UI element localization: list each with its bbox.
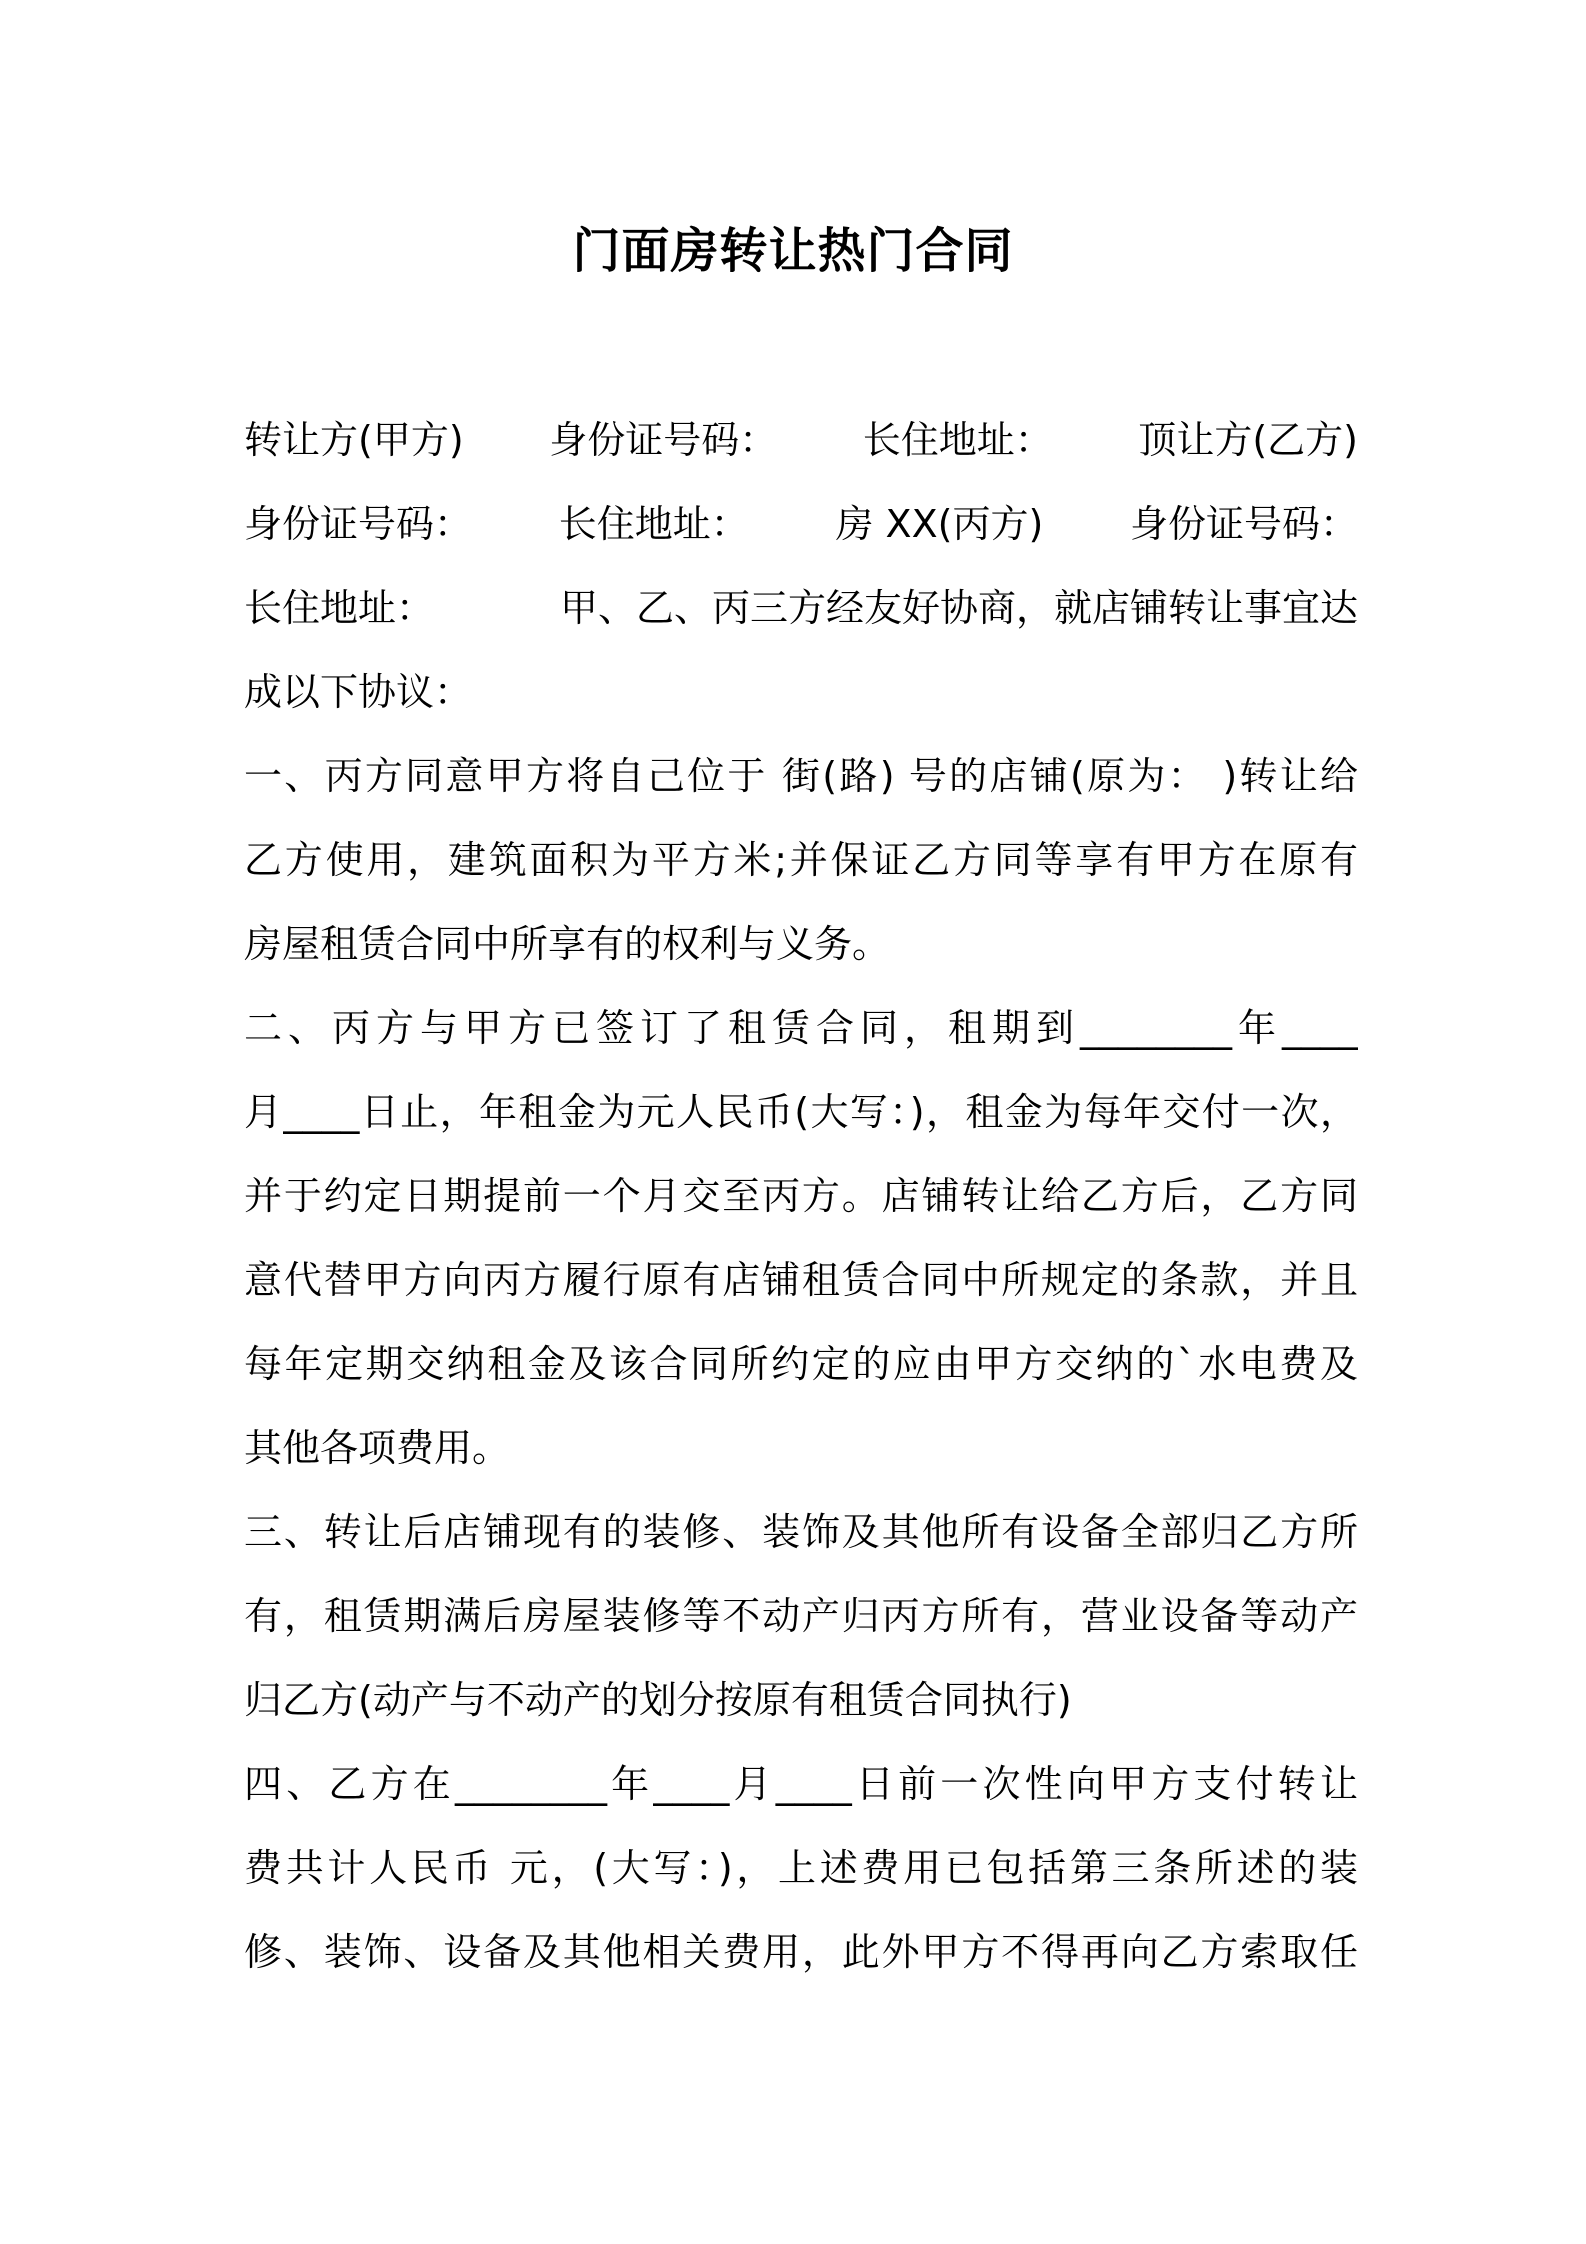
- body-line: 归乙方(动产与不动产的划分按原有租赁合同执行): [244, 1678, 1072, 1722]
- id-number-label: 身份证号码：: [244, 502, 473, 546]
- page-title: 门面房转让热门合同: [572, 223, 1014, 279]
- body-line: 二、丙方与甲方已签订了租赁合同，租期到________年____: [244, 1006, 1358, 1050]
- body-line: 月____日止，年租金为元人民币(大写：)，租金为每年交付一次，: [244, 1090, 1358, 1134]
- id-number-label: 身份证号码：: [549, 418, 778, 462]
- id-number-label: 身份证号码：: [1129, 502, 1358, 546]
- body-line: 费共计人民币 元，(大写：)，上述费用已包括第三条所述的装: [244, 1846, 1358, 1890]
- address-label: 长住地址：: [244, 586, 435, 630]
- transferor-label: 转让方(甲方): [244, 418, 464, 462]
- transferee-label: 顶让方(乙方): [1138, 418, 1358, 462]
- parties-row-3: [244, 566, 1358, 650]
- document-body: [244, 398, 1358, 1994]
- address-label: 长住地址：: [862, 418, 1053, 462]
- body-line: 房屋租赁合同中所享有的权利与义务。: [244, 922, 891, 966]
- address-label: 长住地址：: [558, 502, 749, 546]
- body-line: 四、乙方在________年____月____日前一次性向甲方支付转让: [244, 1762, 1358, 1806]
- body-line: 乙方使用，建筑面积为平方米;并保证乙方同等享有甲方在原有: [244, 838, 1358, 882]
- landlord-label: 房 XX(丙方): [835, 502, 1044, 546]
- body-line: 有，租赁期满后房屋装修等不动产归丙方所有，营业设备等动产: [244, 1594, 1358, 1638]
- body-line: 每年定期交纳租金及该合同所约定的应由甲方交纳的`水电费及: [244, 1342, 1358, 1386]
- agreement-intro: 甲、乙、丙三方经友好协商，就店铺转让事宜达: [559, 586, 1358, 630]
- body-line: 修、装饰、设备及其他相关费用，此外甲方不得再向乙方索取任: [244, 1930, 1358, 1974]
- body-line: 并于约定日期提前一个月交至丙方。店铺转让给乙方后，乙方同: [244, 1174, 1358, 1218]
- body-line: 三、转让后店铺现有的装修、装饰及其他所有设备全部归乙方所: [244, 1510, 1358, 1554]
- body-line: 成以下协议：: [244, 670, 473, 714]
- body-line: 意代替甲方向丙方履行原有店铺租赁合同中所规定的条款，并且: [244, 1258, 1358, 1302]
- parties-row-2: [244, 482, 1358, 566]
- body-line: 一、丙方同意甲方将自己位于 街(路) 号的店铺(原为： )转让给: [244, 754, 1358, 798]
- parties-row-1: [244, 398, 1358, 482]
- body-line: 其他各项费用。: [244, 1426, 511, 1470]
